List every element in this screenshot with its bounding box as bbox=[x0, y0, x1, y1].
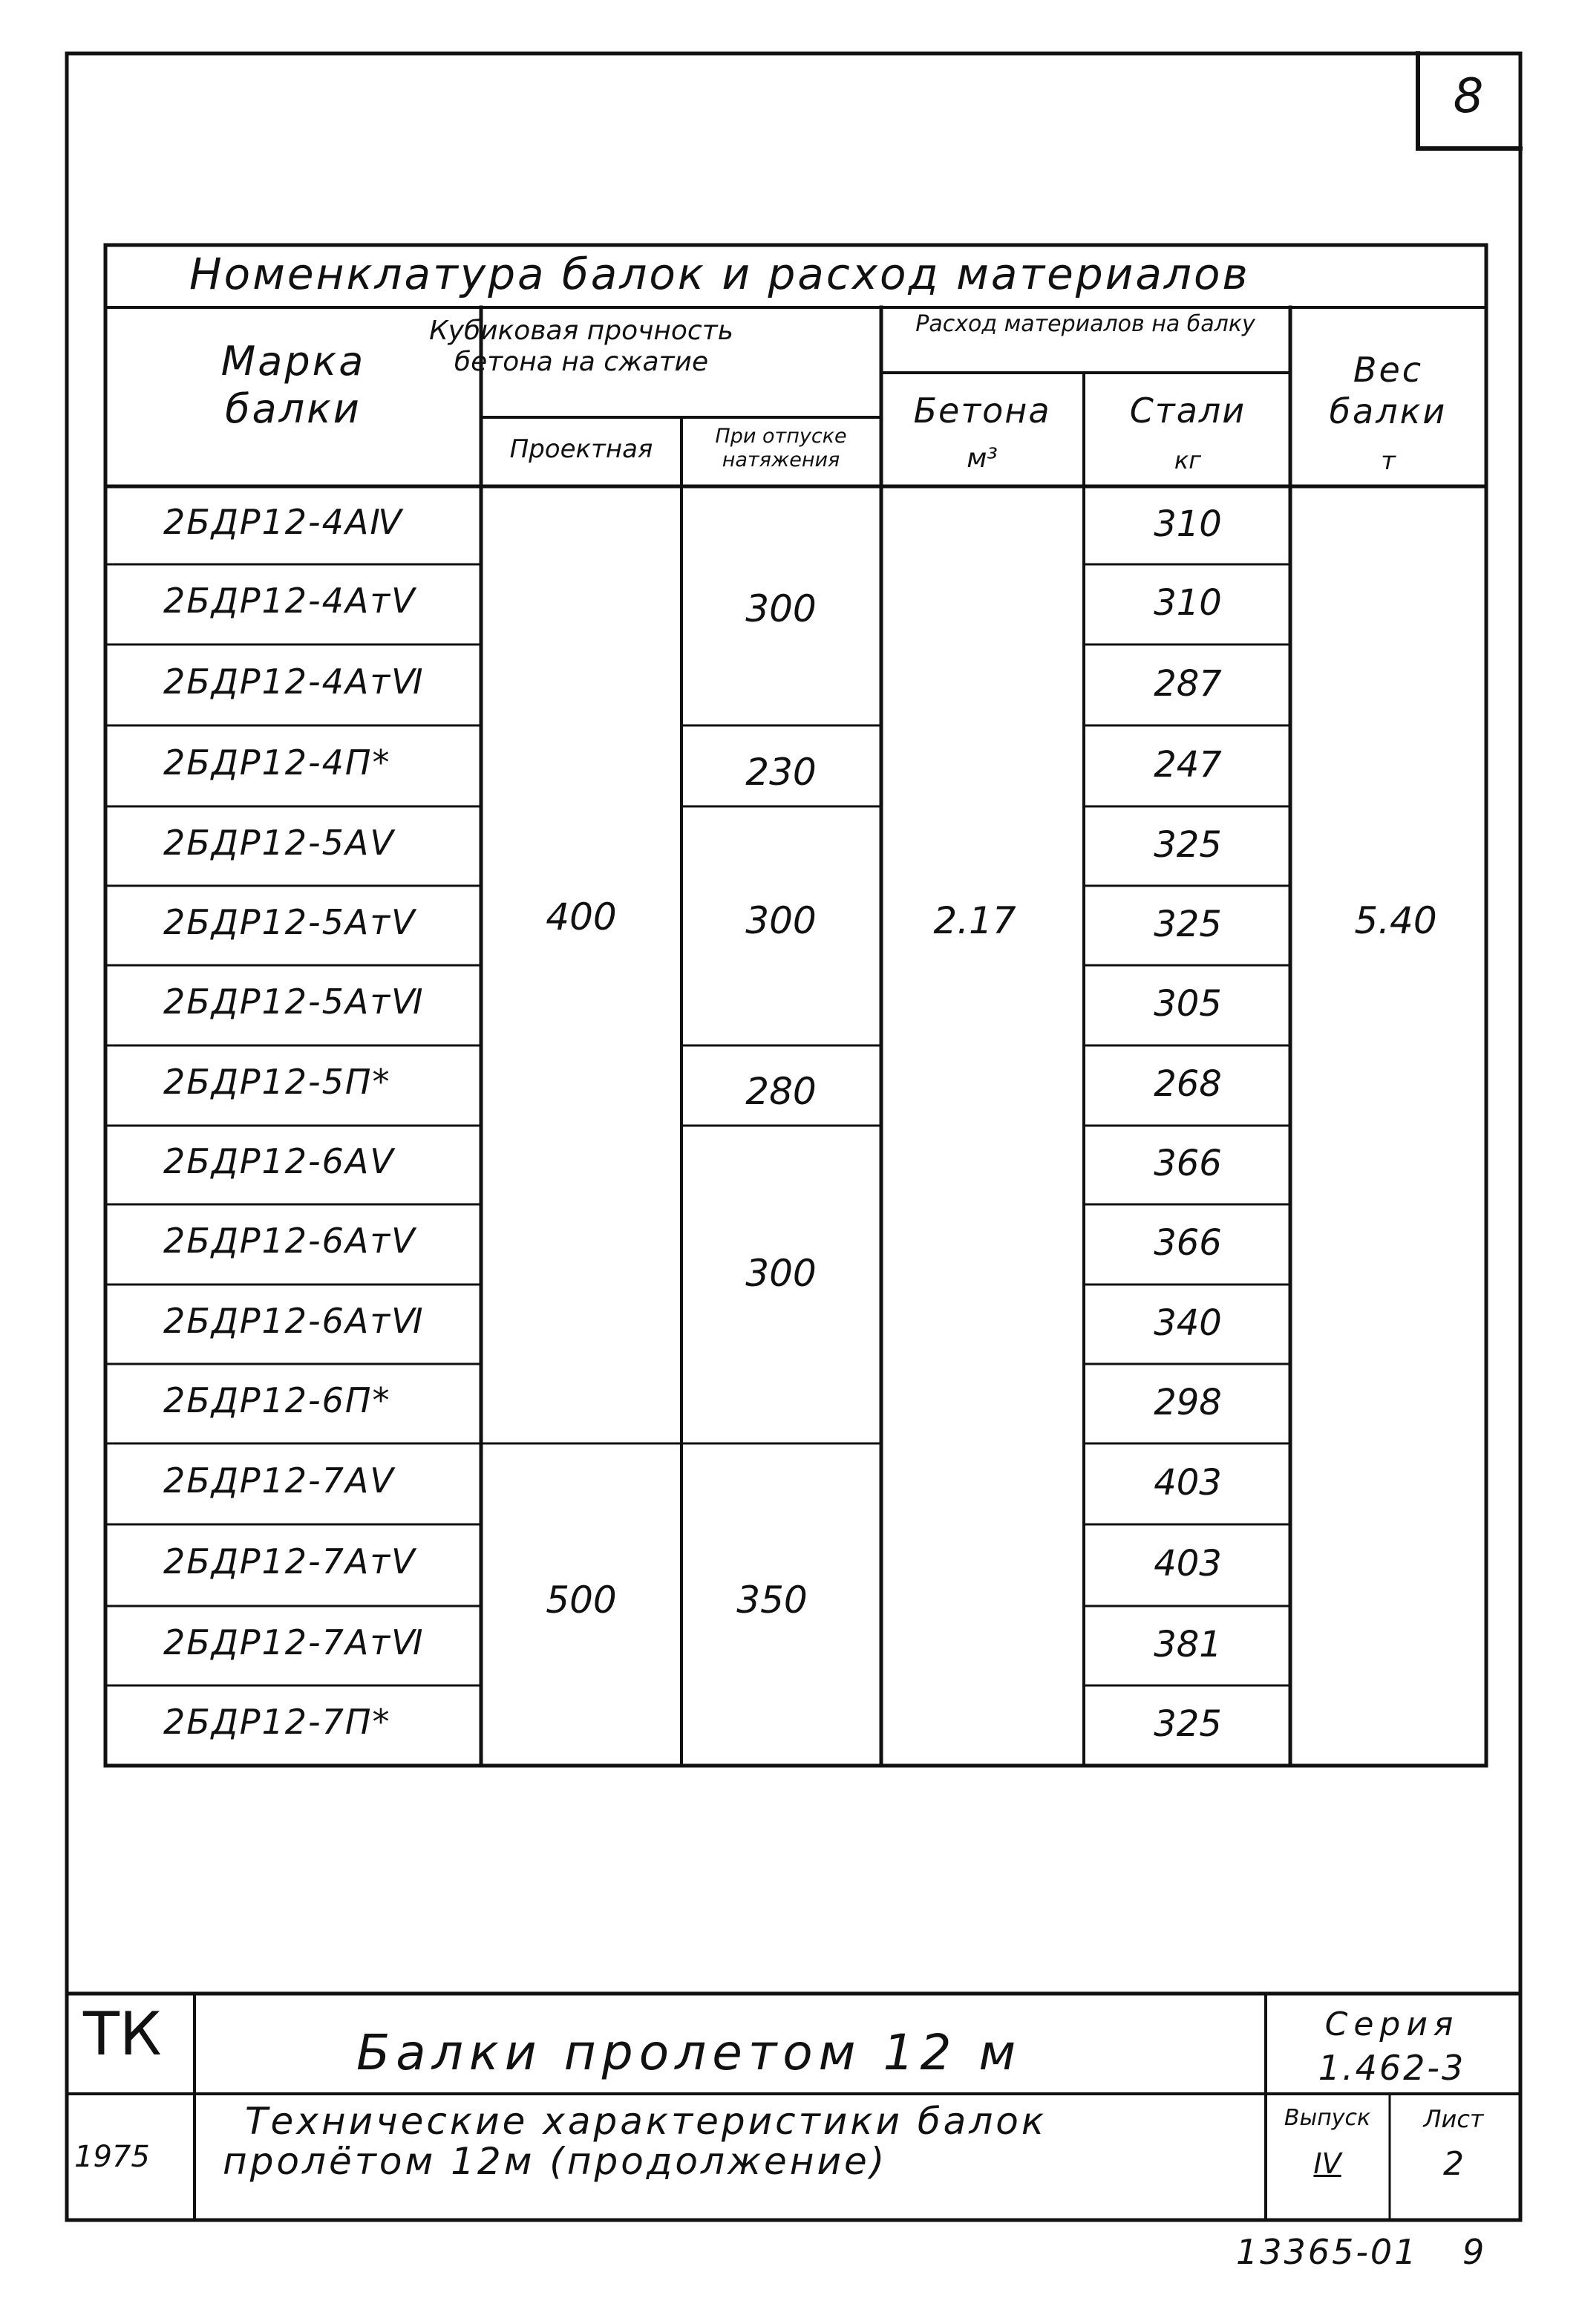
table-row-steel: 268 bbox=[1154, 1063, 1222, 1105]
series-label: Серия bbox=[1324, 2005, 1459, 2043]
table-row-steel: 310 bbox=[1154, 503, 1222, 545]
sheet-label: Лист bbox=[1423, 2105, 1484, 2133]
header-strength-group: Кубиковая прочность бетона на сжатие bbox=[429, 316, 733, 377]
table-row-steel: 325 bbox=[1154, 903, 1222, 945]
table-row-mark: 2БДР12-7АⅤ bbox=[163, 1460, 395, 1501]
header-weight-unit: т bbox=[1381, 446, 1396, 476]
release-strength-280: 280 bbox=[745, 1070, 817, 1113]
table-row-mark: 2БДР12-5АⅤ bbox=[163, 822, 395, 863]
table-row-mark: 2БДР12-4АтⅤ bbox=[163, 581, 416, 621]
title-block-subtitle-1: Технические характеристики балок bbox=[245, 2100, 1047, 2143]
header-weight: Вес балки bbox=[1329, 350, 1448, 431]
release-strength-300-c: 300 bbox=[745, 1252, 817, 1295]
table-row-mark: 2БДР12-5АтⅤ bbox=[163, 901, 416, 942]
header-steel: Стали bbox=[1129, 391, 1246, 431]
table-row-mark: 2БДР12-6АⅤ bbox=[163, 1141, 395, 1181]
table-row-steel: 287 bbox=[1154, 662, 1222, 705]
issue-value: IV bbox=[1313, 2147, 1341, 2180]
table-row-steel: 381 bbox=[1154, 1623, 1222, 1665]
title-block-year: 1975 bbox=[74, 2140, 150, 2174]
table-row-steel: 325 bbox=[1154, 1703, 1222, 1745]
release-strength-350: 350 bbox=[736, 1579, 808, 1622]
table-row-steel: 366 bbox=[1154, 1143, 1222, 1184]
header-concrete: Бетона bbox=[913, 391, 1051, 431]
title-block-subtitle-2: пролётом 12м (продолжение) bbox=[223, 2140, 888, 2183]
table-row-mark: 2БДР12-6АтⅤ bbox=[163, 1221, 416, 1261]
table-row-mark: 2БДР12-5АтⅥ bbox=[163, 982, 425, 1022]
table-title: Номенклатура балок и расход материалов bbox=[189, 249, 1250, 299]
header-strength-design: Проектная bbox=[509, 434, 653, 464]
table-row-steel: 325 bbox=[1154, 823, 1222, 866]
beam-weight: 5.40 bbox=[1354, 899, 1437, 942]
title-block-org: ТК bbox=[83, 2000, 162, 2069]
table-row-mark: 2БДР12-5П* bbox=[163, 1062, 391, 1102]
release-strength-300-b: 300 bbox=[745, 899, 817, 942]
table-row-steel: 403 bbox=[1154, 1543, 1222, 1584]
issue-label: Выпуск bbox=[1284, 2105, 1371, 2131]
sheet-value: 2 bbox=[1443, 2145, 1464, 2183]
series-value: 1.462-3 bbox=[1318, 2048, 1466, 2088]
title-block-title: Балки пролетом 12 м bbox=[356, 2024, 1022, 2081]
header-concrete-unit: м³ bbox=[967, 443, 998, 474]
design-strength-400: 400 bbox=[546, 895, 617, 939]
archive-page: 9 bbox=[1462, 2232, 1485, 2272]
table-row-mark: 2БДР12-4АтⅥ bbox=[163, 661, 425, 702]
table-row-steel: 403 bbox=[1154, 1461, 1222, 1504]
concrete-volume: 2.17 bbox=[933, 899, 1016, 942]
table-row-mark: 2БДР12-6П* bbox=[163, 1380, 391, 1420]
header-consumption-group: Расход материалов на балку bbox=[915, 311, 1255, 337]
table-row-steel: 298 bbox=[1154, 1381, 1222, 1423]
header-steel-unit: кг bbox=[1174, 446, 1202, 474]
archive-number: 13365-01 bbox=[1236, 2232, 1419, 2272]
header-strength-release: При отпуске натяжения bbox=[715, 425, 847, 471]
table-row-steel: 366 bbox=[1154, 1222, 1222, 1264]
table-row-steel: 305 bbox=[1154, 983, 1222, 1025]
table-row-steel: 310 bbox=[1154, 582, 1222, 624]
table-row-mark: 2БДР12-4АⅣ bbox=[163, 501, 403, 542]
design-strength-500: 500 bbox=[546, 1579, 617, 1622]
table-row-mark: 2БДР12-7АтⅥ bbox=[163, 1622, 425, 1662]
table-row-mark: 2БДР12-7АтⅤ bbox=[163, 1541, 416, 1582]
table-row-mark: 2БДР12-6АтⅥ bbox=[163, 1300, 425, 1341]
table-row-steel: 247 bbox=[1154, 743, 1222, 786]
table-row-steel: 340 bbox=[1154, 1302, 1222, 1344]
header-mark: Марка балки bbox=[220, 338, 366, 432]
release-strength-230: 230 bbox=[745, 751, 817, 794]
release-strength-300-a: 300 bbox=[745, 587, 817, 630]
table-row-mark: 2БДР12-7П* bbox=[163, 1702, 391, 1742]
sheet-number: 8 bbox=[1453, 69, 1484, 124]
table-row-mark: 2БДР12-4П* bbox=[163, 742, 391, 783]
